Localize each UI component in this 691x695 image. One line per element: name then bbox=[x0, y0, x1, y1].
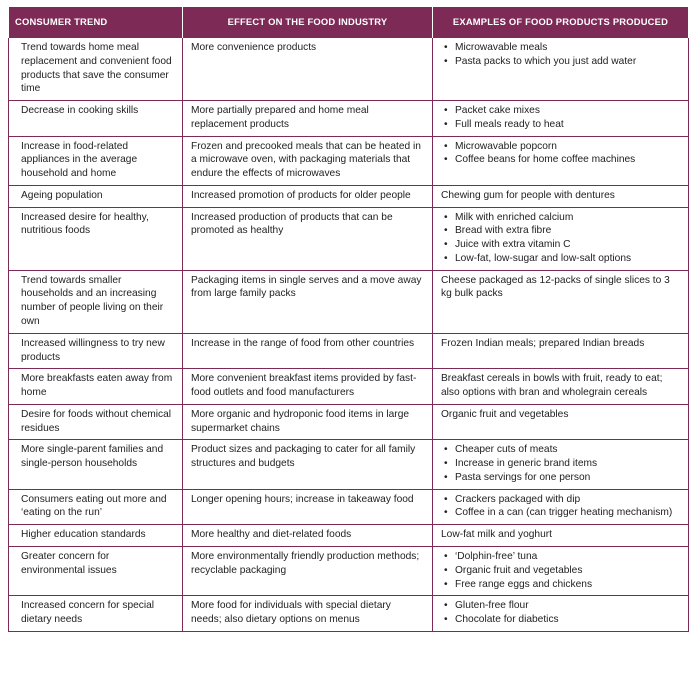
industry-effect-cell: More healthy and diet-related foods bbox=[183, 525, 433, 547]
product-examples-cell bbox=[433, 185, 689, 207]
product-examples-cell bbox=[433, 207, 689, 270]
table-row bbox=[9, 440, 689, 489]
consumer-trend-cell: Increased desire for healthy, nutritious foods bbox=[9, 207, 183, 270]
table-body bbox=[9, 38, 689, 632]
consumer-trends-table bbox=[8, 7, 689, 632]
product-example-text: Chewing gum for people with dentures bbox=[441, 189, 615, 201]
product-examples-cell bbox=[433, 333, 689, 369]
list-item: • Full meals ready to heat bbox=[441, 118, 680, 132]
product-example-text: Cheese packaged as 12-packs of single slices to 3 kg bulk packs bbox=[441, 274, 670, 300]
list-item: • Increase in generic brand items bbox=[441, 457, 680, 471]
header-examples-of-food-products: EXAMPLES OF FOOD PRODUCTS PRODUCED bbox=[433, 7, 689, 38]
list-item: • Pasta servings for one person bbox=[441, 471, 680, 485]
consumer-trend-cell: Greater concern for environmental issues bbox=[9, 546, 183, 595]
product-examples-cell bbox=[433, 101, 689, 137]
consumer-trend-cell: Trend towards home meal replacement and convenient food products that save the consumer time bbox=[9, 38, 183, 101]
table-row bbox=[9, 101, 689, 137]
consumer-trend-cell: More breakfasts eaten away from home bbox=[9, 369, 183, 405]
consumer-trend-cell: Increased concern for special dietary needs bbox=[9, 596, 183, 632]
product-example-text: Low-fat milk and yoghurt bbox=[441, 529, 552, 541]
consumer-trend-cell: Decrease in cooking skills bbox=[9, 101, 183, 137]
product-examples-list bbox=[441, 104, 680, 132]
product-examples-list bbox=[441, 443, 680, 484]
consumer-trend-cell: Ageing population bbox=[9, 185, 183, 207]
list-item: • Microwavable meals bbox=[441, 41, 680, 55]
table-row bbox=[9, 546, 689, 595]
table-row bbox=[9, 207, 689, 270]
table-row bbox=[9, 369, 689, 405]
product-examples-cell bbox=[433, 489, 689, 525]
industry-effect-cell: Frozen and precooked meals that can be heated in a microwave oven, with packaging materials that endure the effects of microwaves bbox=[183, 136, 433, 185]
product-examples-list bbox=[441, 599, 680, 627]
industry-effect-cell: More food for individuals with special dietary needs; also dietary options on menus bbox=[183, 596, 433, 632]
list-item: • Packet cake mixes bbox=[441, 104, 680, 118]
table-row bbox=[9, 333, 689, 369]
consumer-trend-cell: Desire for foods without chemical residues bbox=[9, 404, 183, 440]
table-row bbox=[9, 525, 689, 547]
table-row bbox=[9, 596, 689, 632]
product-examples-cell bbox=[433, 596, 689, 632]
product-examples-list bbox=[441, 140, 680, 168]
list-item: • Microwavable popcorn bbox=[441, 140, 680, 154]
industry-effect-cell: More organic and hydroponic food items in large supermarket chains bbox=[183, 404, 433, 440]
product-examples-cell bbox=[433, 136, 689, 185]
consumer-trend-cell: Increase in food-related appliances in the average household and home bbox=[9, 136, 183, 185]
table-header bbox=[9, 7, 689, 38]
header-effect-on-food-industry: EFFECT ON THE FOOD INDUSTRY bbox=[183, 7, 433, 38]
table-row bbox=[9, 489, 689, 525]
list-item: • Gluten-free flour bbox=[441, 599, 680, 613]
consumer-trend-cell: Higher education standards bbox=[9, 525, 183, 547]
product-examples-list bbox=[441, 550, 680, 591]
table-row bbox=[9, 38, 689, 101]
list-item: • Bread with extra fibre bbox=[441, 224, 680, 238]
industry-effect-cell: Increase in the range of food from other countries bbox=[183, 333, 433, 369]
industry-effect-cell: Product sizes and packaging to cater for all family structures and budgets bbox=[183, 440, 433, 489]
list-item: • Coffee in a can (can trigger heating mechanism) bbox=[441, 506, 680, 520]
consumer-trend-cell: Consumers eating out more and ‘eating on the run’ bbox=[9, 489, 183, 525]
table-row bbox=[9, 185, 689, 207]
list-item: • Chocolate for diabetics bbox=[441, 613, 680, 627]
industry-effect-cell: More partially prepared and home meal replacement products bbox=[183, 101, 433, 137]
industry-effect-cell: Increased production of products that can be promoted as healthy bbox=[183, 207, 433, 270]
industry-effect-cell: Increased promotion of products for older people bbox=[183, 185, 433, 207]
table-row bbox=[9, 136, 689, 185]
consumer-trend-cell: Increased willingness to try new products bbox=[9, 333, 183, 369]
list-item: • Free range eggs and chickens bbox=[441, 578, 680, 592]
industry-effect-cell: Packaging items in single serves and a move away from large family packs bbox=[183, 270, 433, 333]
product-examples-cell bbox=[433, 369, 689, 405]
list-item: • Juice with extra vitamin C bbox=[441, 238, 680, 252]
industry-effect-cell: More convenience products bbox=[183, 38, 433, 101]
product-example-text: Organic fruit and vegetables bbox=[441, 408, 569, 420]
list-item: • Organic fruit and vegetables bbox=[441, 564, 680, 578]
document-page bbox=[8, 7, 688, 632]
product-example-text: Breakfast cereals in bowls with fruit, ready to eat; also options with bran and wholegrain cereals bbox=[441, 373, 663, 399]
list-item: • Crackers packaged with dip bbox=[441, 493, 680, 507]
product-examples-cell bbox=[433, 270, 689, 333]
consumer-trend-cell: Trend towards smaller households and an increasing number of people living on their own bbox=[9, 270, 183, 333]
industry-effect-cell: More convenient breakfast items provided by fast-food outlets and food manufacturers bbox=[183, 369, 433, 405]
list-item: • Low-fat, low-sugar and low-salt options bbox=[441, 252, 680, 266]
industry-effect-cell: Longer opening hours; increase in takeaway food bbox=[183, 489, 433, 525]
product-examples-cell bbox=[433, 440, 689, 489]
product-examples-cell bbox=[433, 404, 689, 440]
product-examples-cell bbox=[433, 525, 689, 547]
product-examples-list bbox=[441, 211, 680, 266]
list-item: • ‘Dolphin-free’ tuna bbox=[441, 550, 680, 564]
product-examples-list bbox=[441, 493, 680, 521]
product-examples-cell bbox=[433, 38, 689, 101]
header-consumer-trend: CONSUMER TREND bbox=[9, 7, 183, 38]
table-row bbox=[9, 270, 689, 333]
list-item: • Milk with enriched calcium bbox=[441, 211, 680, 225]
table-row bbox=[9, 404, 689, 440]
list-item: • Coffee beans for home coffee machines bbox=[441, 153, 680, 167]
list-item: • Pasta packs to which you just add water bbox=[441, 55, 680, 69]
list-item: • Cheaper cuts of meats bbox=[441, 443, 680, 457]
product-examples-list bbox=[441, 41, 680, 69]
product-example-text: Frozen Indian meals; prepared Indian breads bbox=[441, 337, 645, 349]
consumer-trend-cell: More single-parent families and single-person households bbox=[9, 440, 183, 489]
industry-effect-cell: More environmentally friendly production methods; recyclable packaging bbox=[183, 546, 433, 595]
product-examples-cell bbox=[433, 546, 689, 595]
